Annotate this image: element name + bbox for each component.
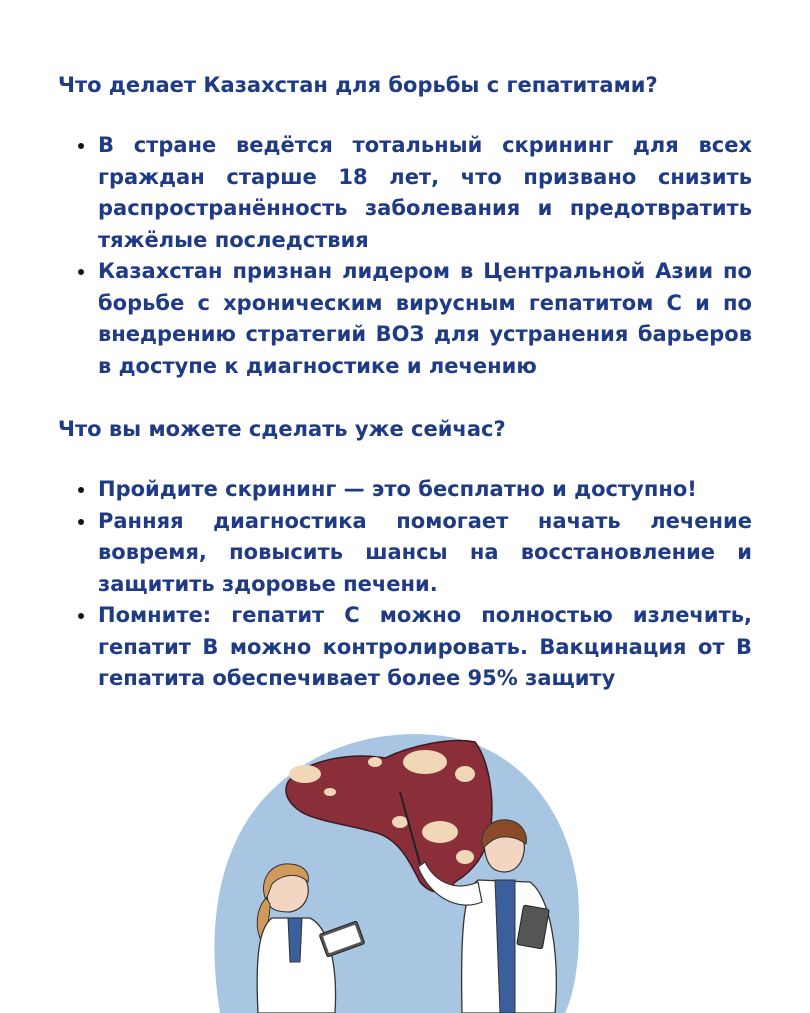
list-item: В стране ведётся тотальный скрининг для всех граждан старше 18 лет, что призвано снизить распространённость заболевания и предотвратить тяжёлые последствия — [98, 130, 752, 256]
article-body — [58, 70, 752, 695]
list-item: Ранняя диагностика помогает начать лечение вовремя, повысить шансы на восстановление и защитить здоровье печени. — [98, 506, 752, 601]
section-heading-kazakhstan: Что делает Казахстан для борьбы с гепатитами? — [58, 73, 658, 97]
list-item: Помните: гепатит С можно полностью излечить, гепатит В можно контролировать. Вакцинация от В гепатита обеспечивает более 95% защиту — [98, 600, 752, 695]
section-heading-what-you-can-do: Что вы можете сделать уже сейчас? — [58, 417, 506, 441]
list-item: Пройдите скрининг — это бесплатно и доступно! — [98, 474, 752, 506]
list-item: Казахстан признан лидером в Центральной Азии по борьбе с хроническим вирусным гепатитом С и по внедрению стратегий ВОЗ для устранения барьеров в доступе к диагностике и лечению — [98, 256, 752, 382]
kazakhstan-list — [58, 130, 752, 382]
doctors-liver-illustration — [210, 722, 580, 1013]
actions-list — [58, 474, 752, 695]
